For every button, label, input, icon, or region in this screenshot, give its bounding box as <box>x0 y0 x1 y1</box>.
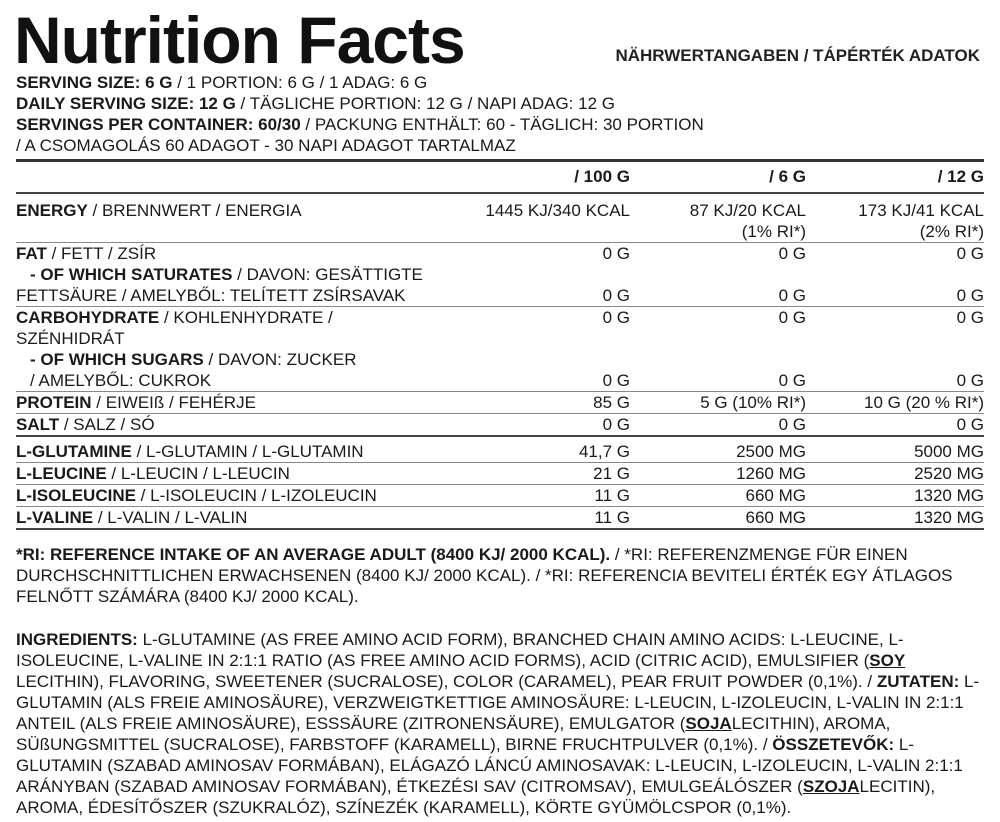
cell-value: 87 KJ/20 KCAL <box>689 201 806 220</box>
cell-value: 0 G <box>630 243 806 265</box>
cell-value: 0 G <box>806 307 984 350</box>
row-label-bold: L-GLUTAMINE <box>16 442 132 461</box>
ingredients <box>16 629 984 818</box>
row-label-text: / L-GLUTAMIN / L-GLUTAMIN <box>131 442 364 461</box>
cell-value: 660 MG <box>630 507 806 530</box>
table-row-l-isoleucine <box>16 485 984 507</box>
ingredients-label-hu: ÖSSZETEVŐK: <box>772 735 895 754</box>
cell-value: 0 G <box>630 414 806 437</box>
table-row-salt <box>16 414 984 437</box>
serving-size-text: / 1 PORTION: 6 G / 1 ADAG: 6 G <box>172 73 428 92</box>
column-header-6g: / 6 G <box>630 162 806 193</box>
ingredients-text-en-2: LECITHIN), FLAVORING, SWEETENER (SUCRALOSE), COLOR (CARAMEL), PEAR FRUIT POWDER (0,1%). / <box>16 672 877 691</box>
column-header-100g: / 100 G <box>446 162 630 193</box>
row-label-text: / BRENNWERT / ENERGIA <box>87 201 302 220</box>
row-label-text: / L-ISOLEUCIN / L-IZOLEUCIN <box>135 486 377 505</box>
cell-value: 0 G <box>956 286 984 305</box>
row-label-text: / L-LEUCIN / L-LEUCIN <box>106 464 290 483</box>
cell-value: 0 G <box>446 243 630 265</box>
column-header-12g: / 12 G <box>806 162 984 193</box>
allergen-de: SOJA <box>685 714 732 733</box>
ingredients-text-de-2: LECITHIN), AROMA, SÜßUNGSMITTEL (SUCRALOSE), FARBSTOFF (KARAMELL), BIRNE FRUCHTPULVER (0,1%). / <box>16 714 891 754</box>
page-title: Nutrition Facts <box>14 3 465 77</box>
row-label-bold: PROTEIN <box>16 393 92 412</box>
daily-serving-line <box>16 93 984 114</box>
cell-value: 1320 MG <box>806 507 984 530</box>
reference-intake-footnote <box>16 544 984 607</box>
cell-value-ri: (2% RI*) <box>919 222 984 241</box>
cell-value: 0 G <box>602 371 630 390</box>
allergen-en: SOY <box>869 651 906 670</box>
row-label-bold: FAT <box>16 244 47 263</box>
cell-value: 0 G <box>956 371 984 390</box>
cell-value: 1445 KJ/340 KCAL <box>446 193 630 243</box>
serving-size-label: SERVING SIZE: 6 G <box>16 73 173 92</box>
cell-value: 0 G <box>446 414 630 437</box>
row-label-text: / L-VALIN / L-VALIN <box>93 508 248 527</box>
cell-value: 0 G <box>630 307 806 350</box>
row-label-text: / DAVON: GESÄTTIGTE <box>232 265 423 284</box>
row-label-bold: L-ISOLEUCINE <box>16 486 136 505</box>
table-row-l-valine <box>16 507 984 530</box>
row-label-text: / EIWEIß / FEHÉRJE <box>91 393 256 412</box>
nutrition-table <box>16 162 984 530</box>
row-label-text: / KOHLENHYDRATE / SZÉNHIDRÁT <box>16 308 333 348</box>
cell-value: 5000 MG <box>806 436 984 463</box>
cell-value: 21 G <box>446 463 630 485</box>
row-label-text: / FETT / ZSÍR <box>46 244 157 263</box>
ingredients-text-de: L-GLUTAMIN (ALS FREIE AMINOSÄURE), VERZWEIGTKETTIGE AMINOSÄURE: L-LEUCIN, L-IZOLEUCIN, L-VALIN IN 2:1:1 ANTEIL (ALS FREIE AMINOSÄURE), ESSSÄURE (ZITRONENSÄURE), EMULGATOR ( <box>16 672 980 733</box>
cell-value: 0 G <box>602 286 630 305</box>
servings-per-container-line <box>16 114 984 135</box>
table-header-row <box>16 162 984 193</box>
cell-value: 2500 MG <box>630 436 806 463</box>
table-row-l-leucine <box>16 463 984 485</box>
cell-value: 11 G <box>446 485 630 507</box>
servings-per-container-text: / PACKUNG ENTHÄLT: 60 - TÄGLICH: 30 PORTION <box>300 115 704 134</box>
table-row-protein <box>16 392 984 414</box>
ingredients-text-en: L-GLUTAMINE (AS FREE AMINO ACID FORM), BRANCHED CHAIN AMINO ACIDS: L-LEUCINE, L-ISOLEUCINE, L-VALINE IN 2:1:1 RATIO (AS FREE AMINO ACID FORMS), ACID (CITRIC ACID), EMULSIFIER ( <box>16 630 904 670</box>
servings-per-container-line2: / A CSOMAGOLÁS 60 ADAGOT - 30 NAPI ADAGOT TARTALMAZ <box>16 136 516 155</box>
table-row-sugars <box>16 349 984 392</box>
row-label-bold: - OF WHICH SUGARS <box>30 350 204 369</box>
footnote-bold: *RI: REFERENCE INTAKE OF AN AVERAGE ADULT (8400 KJ/ 2000 KCAL). <box>16 545 611 564</box>
cell-value: 0 G <box>778 371 806 390</box>
header <box>14 3 984 77</box>
row-label-bold: L-LEUCINE <box>16 464 107 483</box>
page-subtitle: NÄHRWERTANGABEN / TÁPÉRTÉK ADATOK <box>615 46 980 65</box>
cell-value: 1260 MG <box>630 463 806 485</box>
cell-value: 1320 MG <box>806 485 984 507</box>
cell-value-ri: (1% RI*) <box>741 222 806 241</box>
daily-serving-label: DAILY SERVING SIZE: 12 G <box>16 94 236 113</box>
cell-value: 41,7 G <box>446 436 630 463</box>
table-row-carbohydrate <box>16 307 984 350</box>
nutrition-label <box>14 3 984 818</box>
allergen-hu: SZOJA <box>802 777 860 796</box>
servings-per-container-label: SERVINGS PER CONTAINER: 60/30 <box>16 115 301 134</box>
ingredients-text-hu-2: LECITIN), AROMA, ÉDESÍTŐSZER (SZUKRALÓZ), SZÍNEZÉK (KARAMELL), KÖRTE GYÜMÖLCSPOR (0,1%). <box>16 777 936 817</box>
table-row-saturates <box>16 264 984 307</box>
cell-value: 0 G <box>806 243 984 265</box>
cell-value: 5 G (10% RI*) <box>630 392 806 414</box>
row-label-bold: CARBOHYDRATE <box>16 308 160 327</box>
serving-info <box>16 72 984 156</box>
daily-serving-text: / TÄGLICHE PORTION: 12 G / NAPI ADAG: 12 G <box>235 94 615 113</box>
cell-value: 660 MG <box>630 485 806 507</box>
row-label-bold: - OF WHICH SATURATES <box>30 265 233 284</box>
row-label-bold: SALT <box>16 415 60 434</box>
row-label-bold: ENERGY <box>16 201 88 220</box>
row-label-line2: FETTSÄURE / AMELYBŐL: TELÍTETT ZSÍRSAVAK <box>16 286 406 305</box>
table-row-l-glutamine <box>16 436 984 463</box>
row-label-text: / SALZ / SÓ <box>59 415 155 434</box>
row-label-bold: L-VALINE <box>16 508 94 527</box>
cell-value: 2520 MG <box>806 463 984 485</box>
cell-value: 0 G <box>446 307 630 350</box>
ingredients-text-hu: L-GLUTAMIN (SZABAD AMINOSAV FORMÁBAN), ELÁGAZÓ LÁNCÚ AMINOSAVAK: L-LEUCIN, L-IZOLEUCIN, L-VALIN 2:1:1 ARÁNYBAN (SZABAD AMINOSAV FORMÁBAN), ÉTKEZÉSI SAV (CITROMSAV), EMULGEÁLÓSZER ( <box>16 735 963 796</box>
table-row-fat <box>16 243 984 265</box>
cell-value: 11 G <box>446 507 630 530</box>
table-row-energy <box>16 193 984 243</box>
cell-value: 0 G <box>806 414 984 437</box>
footnote-text: / *RI: REFERENZMENGE FÜR EINEN DURCHSCHNITTLICHEN ERWACHSENEN (8400 KJ/ 2000 KCAL). / *RI: REFERENCIA BEVITELI ÉRTÉK EGY ÁTLAGOS FELNŐTT SZÁMÁRA (8400 KJ/ 2000 KCAL). <box>16 545 953 606</box>
cell-value: 173 KJ/41 KCAL <box>858 201 984 220</box>
cell-value: 85 G <box>446 392 630 414</box>
ingredients-label-en: INGREDIENTS: <box>16 630 138 649</box>
cell-value: 10 G (20 % RI*) <box>806 392 984 414</box>
row-label-line2: / AMELYBŐL: CUKROK <box>30 371 212 390</box>
ingredients-label-de: ZUTATEN: <box>876 672 960 691</box>
cell-value: 0 G <box>778 286 806 305</box>
row-label-text: / DAVON: ZUCKER <box>203 350 357 369</box>
